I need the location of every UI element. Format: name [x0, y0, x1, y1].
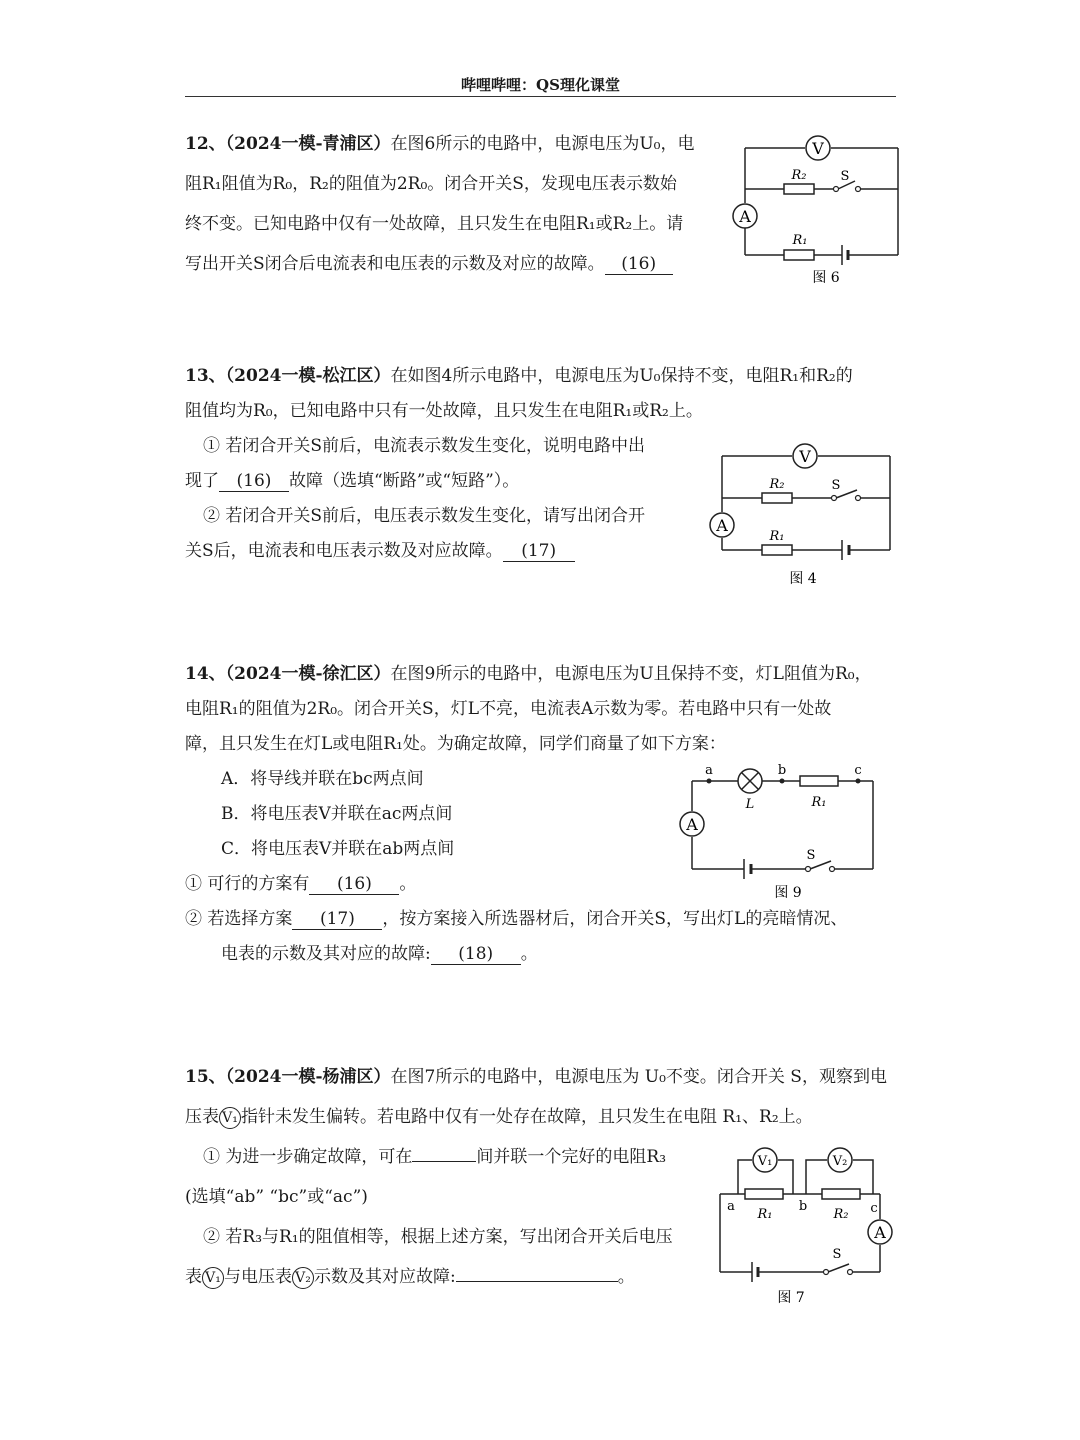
q13-ammeter-label: A: [716, 516, 728, 535]
q15-figure-caption: 图 7: [777, 1290, 805, 1306]
q14-switch-contact-2: [830, 867, 835, 872]
q15-text-6d: 。: [617, 1267, 635, 1287]
q12-resistor-r1: [784, 250, 814, 260]
q15-ammeter-label: A: [874, 1223, 886, 1242]
page-header: 哔哩哔哩：QS理化课堂: [185, 74, 896, 97]
q15-text-2b: 指针未发生偏转。若电路中仅有一处存在故障，且只发生在电阻 R₁、R₂上。: [241, 1107, 813, 1127]
q12-text-1: 在图6所示的电路中，电源电压为U₀，电: [390, 134, 695, 154]
q14-answer-blank-16[interactable]: (16): [309, 874, 399, 895]
q14-line-3: 障，且只发生在灯L或电阻R₁处。为确定故障，同学们商量了如下方案：: [185, 734, 726, 754]
q14-text-4b: 。: [399, 874, 417, 894]
q14-text-5a: ② 若选择方案: [185, 909, 293, 929]
q12-r2-label: R₂: [791, 168, 807, 183]
q12-number: 12、（2024一模-青浦区）: [185, 134, 391, 154]
q14-point-b-label: b: [777, 763, 787, 778]
q14-point-b: [780, 779, 785, 784]
q15-text-2a: 压表: [185, 1107, 219, 1127]
q12-r1-label: R₁: [792, 233, 808, 248]
q13-line-2: 阻值均为R₀，已知电路中只有一处故障，且只发生在电阻R₁或R₂上。: [185, 401, 703, 421]
q12-text-4: 写出开关S闭合后电流表和电压表的示数及对应的故障。: [185, 254, 605, 274]
q15-number: 15、（2024一模-杨浦区）: [185, 1067, 391, 1087]
q14-line-2: 电阻R₁的阻值为2R₀。闭合开关S，灯L不亮，电流表A示数为零。若电路中只有一处故: [185, 699, 832, 719]
q14-text-4a: ① 可行的方案有: [185, 874, 310, 894]
q12-voltmeter-label: V: [812, 139, 824, 158]
q13-line-6: [185, 538, 575, 564]
q12-circuit-diagram: [726, 130, 906, 290]
q13-switch-contact-1: [832, 496, 837, 501]
q14-text-6a: 电表的示数及其对应的故障:: [221, 944, 431, 964]
q15-v2-label: V₂: [832, 1154, 848, 1169]
q15-v1-inline-icon: V₁: [219, 1107, 241, 1129]
q14-option-b: B．将电压表V并联在ac两点间: [221, 804, 453, 824]
q15-line-6: [185, 1264, 635, 1290]
q15-switch-contact-1: [824, 1270, 829, 1275]
q14-line-5: [185, 906, 847, 932]
q14-resistor-r1: [800, 776, 838, 786]
q13-line-4: [185, 468, 519, 494]
q12-answer-blank[interactable]: (16): [605, 254, 673, 275]
q14-point-c-label: c: [854, 763, 862, 778]
q14-answer-blank-17[interactable]: (17): [292, 909, 382, 930]
q13-answer-blank-17[interactable]: (17): [503, 541, 575, 562]
q13-r1-label: R₁: [769, 529, 785, 544]
q15-v1-label: V₁: [757, 1154, 773, 1169]
q13-resistor-r2: [762, 493, 792, 503]
q13-resistor-r1: [762, 545, 792, 555]
q14-circuit-diagram: [672, 756, 882, 902]
q15-answer-blank-2[interactable]: [456, 1281, 618, 1282]
q14-figure-caption: 图 9: [774, 885, 802, 901]
q15-text-3a: ① 为进一步确定故障，可在: [203, 1147, 413, 1167]
q13-line-3: ① 若闭合开关S前后，电流表示数发生变化，说明电路中出: [203, 436, 646, 456]
q13-switch-label: S: [831, 478, 841, 493]
q14-point-a-label: a: [705, 763, 713, 778]
q15-resistor-r2: [822, 1189, 860, 1199]
q13-text-6: 关S后，电流表和电压表示数及对应故障。: [185, 541, 503, 561]
q12-line-4: [185, 251, 673, 277]
q15-circuit-diagram: [712, 1140, 908, 1312]
q15-text-6c: 示数及其对应故障:: [314, 1267, 456, 1287]
q12-figure-caption: 图 6: [812, 270, 840, 286]
q13-switch-contact-2: [856, 496, 861, 501]
q15-r2-label: R₂: [833, 1207, 849, 1222]
q14-switch-contact-1: [806, 867, 811, 872]
q12-switch-contact-1: [834, 187, 839, 192]
q15-line-1: [185, 1064, 887, 1090]
q14-option-a: A．将导线并联在bc两点间: [221, 769, 424, 789]
q13-number: 13、（2024一模-松江区）: [185, 366, 391, 386]
q13-line-5: ② 若闭合开关S前后，电压表示数发生变化，请写出闭合开: [203, 506, 646, 526]
q14-lamp-label: L: [745, 797, 755, 812]
q15-text-6a: 表: [185, 1267, 202, 1287]
q12-line-2: 阻R₁阻值为R₀，R₂的阻值为2R₀。闭合开关S，发现电压表示数始: [185, 174, 677, 194]
q15-line-5: ② 若R₃与R₁的阻值相等，根据上述方案，写出闭合开关后电压: [203, 1227, 673, 1247]
q15-text-1: 在图7所示的电路中，电源电压为 U₀不变。闭合开关 S，观察到电: [390, 1067, 887, 1087]
q15-point-b-label: b: [798, 1199, 808, 1214]
q13-voltmeter-label: V: [799, 447, 811, 466]
q12-switch-label: S: [840, 169, 850, 184]
q15-v2-inline-icon: V₂: [292, 1267, 314, 1289]
q12-ammeter-label: A: [739, 207, 751, 226]
q15-r1-label: R₁: [757, 1207, 773, 1222]
q15-line-4: (选填“ab” “bc”或“ac”): [185, 1187, 368, 1207]
q14-number: 14、（2024一模-徐汇区）: [185, 664, 391, 684]
q15-switch-label: S: [832, 1247, 842, 1262]
q12-switch-contact-2: [856, 187, 861, 192]
q15-point-a-label: a: [727, 1199, 735, 1214]
q13-text-1: 在如图4所示电路中，电源电压为U₀保持不变，电阻R₁和R₂的: [390, 366, 853, 386]
q15-point-c-label: c: [870, 1201, 878, 1216]
q13-answer-blank-16[interactable]: (16): [219, 471, 289, 492]
q14-text-6b: 。: [520, 944, 538, 964]
q14-text-1: 在图9所示的电路中，电源电压为U且保持不变，灯L阻值为R₀，: [390, 664, 872, 684]
q13-text-4a: 现了: [185, 471, 219, 491]
q15-line-2: [185, 1104, 813, 1130]
q15-resistor-r1: [745, 1189, 783, 1199]
q14-text-5b: ，按方案接入所选器材后，闭合开关S，写出灯L的亮暗情况、: [382, 909, 848, 929]
q15-text-3b: 间并联一个完好的电阻R₃: [476, 1147, 667, 1167]
q15-answer-blank-1[interactable]: [412, 1161, 476, 1162]
q15-v1-inline-icon-2: V₁: [202, 1267, 224, 1289]
q14-line-4: [185, 871, 416, 897]
q14-ammeter-label: A: [686, 815, 698, 834]
q13-line-1: [185, 363, 853, 389]
q14-r1-label: R₁: [811, 795, 827, 810]
q14-point-a: [707, 779, 712, 784]
q13-figure-caption: 图 4: [789, 571, 817, 587]
q15-switch-contact-2: [848, 1270, 853, 1275]
q14-point-c: [856, 779, 861, 784]
q14-option-c: C．将电压表V并联在ab两点间: [221, 839, 455, 859]
q14-answer-blank-18[interactable]: (18): [431, 944, 521, 965]
q14-line-6: [221, 941, 538, 967]
q14-line-1: [185, 661, 872, 687]
q12-resistor-r2: [784, 184, 814, 194]
q13-circuit-diagram: [700, 438, 900, 590]
q12-line-3: 终不变。已知电路中仅有一处故障，且只发生在电阻R₁或R₂上。请: [185, 214, 684, 234]
q15-line-3: [203, 1144, 666, 1170]
q13-text-4b: 故障（选填“断路”或“短路”）。: [289, 471, 520, 491]
q14-switch-label: S: [806, 848, 816, 863]
q12-line-1: [185, 131, 695, 157]
q13-r2-label: R₂: [769, 477, 785, 492]
q15-text-6b: 与电压表: [224, 1267, 292, 1287]
